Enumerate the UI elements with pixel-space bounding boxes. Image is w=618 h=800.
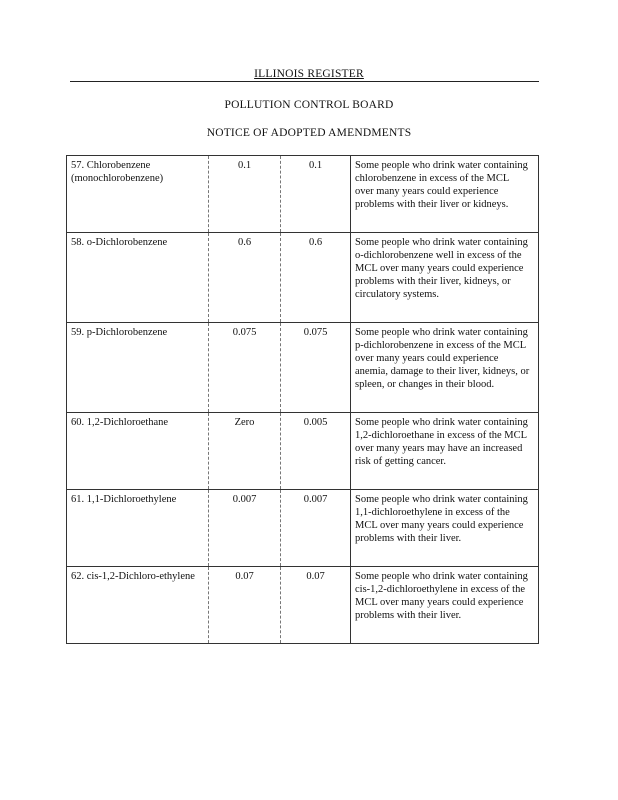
mcl-value: 0.005 [281, 413, 351, 490]
contaminant-name: 58. o-Dichlorobenzene [67, 233, 209, 323]
mclg-value: 0.6 [209, 233, 281, 323]
mclg-value: Zero [209, 413, 281, 490]
mcl-value: 0.6 [281, 233, 351, 323]
contaminant-name: 62. cis-1,2-Dichloro-ethylene [67, 567, 209, 644]
mclg-value: 0.075 [209, 323, 281, 413]
contaminant-name: 61. 1,1-Dichloroethylene [67, 490, 209, 567]
contaminant-table [66, 155, 539, 644]
notice-title: NOTICE OF ADOPTED AMENDMENTS [206, 127, 412, 139]
health-effects: Some people who drink water containing 1,2-dichloroethane in excess of the MCL over many years may have an increased risk of getting cancer. [351, 413, 539, 490]
register-title: ILLINOIS REGISTER [254, 68, 364, 80]
health-effects: Some people who drink water containing chlorobenzene in excess of the MCL over many years could experience problems with their liver or kidneys. [351, 156, 539, 233]
table-row [67, 567, 539, 644]
mclg-value: 0.07 [209, 567, 281, 644]
contaminant-name: 60. 1,2-Dichloroethane [67, 413, 209, 490]
health-effects: Some people who drink water containing p-dichlorobenzene in excess of the MCL over many years could experience anemia, damage to their liver, kidneys, or spleen, or changes in their blood. [351, 323, 539, 413]
contaminant-name: 57. Chlorobenzene (monochlorobenzene) [67, 156, 209, 233]
board-title: POLLUTION CONTROL BOARD [224, 99, 394, 111]
health-effects: Some people who drink water containing cis-1,2-dichloroethylene in excess of the MCL over many years could experience problems with their liver. [351, 567, 539, 644]
health-effects: Some people who drink water containing o-dichlorobenzene well in excess of the MCL over many years could experience problems with their liver, kidneys, or circulatory systems. [351, 233, 539, 323]
mcl-value: 0.1 [281, 156, 351, 233]
table-row [67, 413, 539, 490]
header-rule [70, 81, 539, 82]
mclg-value: 0.007 [209, 490, 281, 567]
table-row [67, 156, 539, 233]
mcl-value: 0.07 [281, 567, 351, 644]
contaminant-name: 59. p-Dichlorobenzene [67, 323, 209, 413]
mcl-value: 0.075 [281, 323, 351, 413]
table-row [67, 323, 539, 413]
table-row [67, 490, 539, 567]
health-effects: Some people who drink water containing 1,1-dichloroethylene in excess of the MCL over many years could experience problems with their liver. [351, 490, 539, 567]
mcl-value: 0.007 [281, 490, 351, 567]
table-row [67, 233, 539, 323]
mclg-value: 0.1 [209, 156, 281, 233]
